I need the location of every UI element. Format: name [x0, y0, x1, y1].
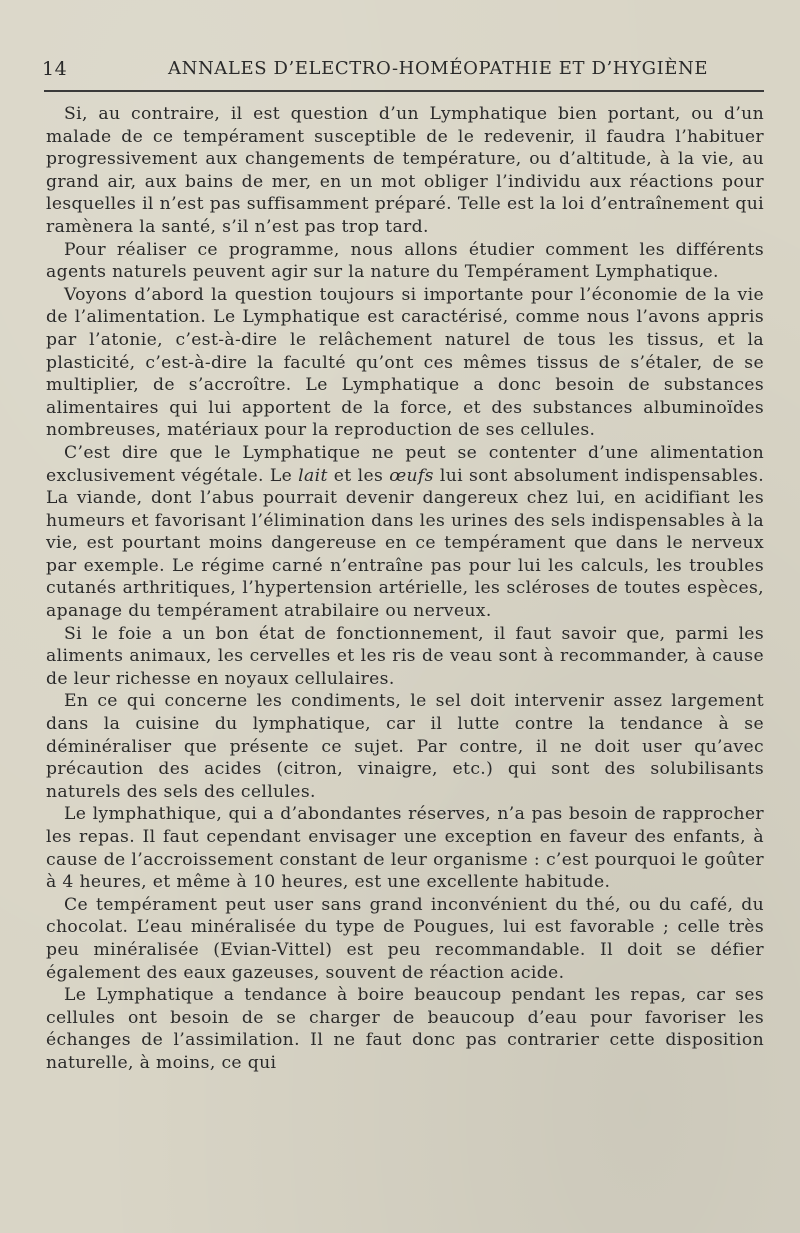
diet-text-end: lui sont absolument indispensables. La viande, dont l’abus pourrait devenir dangereux chez lui, en acidifiant les humeurs et favorisant l’élimination dans les urines des sels indispensables à la vie, est pourtant moins dangereuse en ce tempérament que dans le nerveux par exemple. Le régime carné n’entraîne pas pour lui les calculs, les troubles cutanés arthritiques, l’hypertension artérielle, les scléroses de toutes espèces, apanage du tempérament atrabilaire ou nerveux. — [46, 465, 765, 622]
paragraph-alimentation: Voyons d’abord la question toujours si importante pour l’économie de la vie de l’alimentation. Le Lymphatique est caractérisé, comme nous l’avons appris par l’atonie, c’est-à-dire le relâchement naturel de tous les tissus, et la plasticité, c’est-à-dire la faculté qu’ont ces mêmes tissus de s’étaler, de se multiplier, de s’accroître. Le Lymphatique a donc besoin de substances alimentaires qui lui apportent de la force, et des substances albuminoïdes nombreuses, matériaux pour la reproduction de ses cellules. — [46, 284, 764, 441]
page-number: 14 — [42, 58, 68, 80]
diet-text-middle: et les — [327, 465, 390, 486]
running-header — [40, 58, 764, 88]
paragraph-diet — [46, 442, 764, 623]
paragraph-condiments: En ce qui concerne les condiments, le sel doit intervenir assez largement dans la cuisine du lymphatique, car il lutte contre la tendance à se déminéraliser que présente ce sujet. Par contre, il ne doit user qu’avec précaution des acides (citron, vinaigre, etc.) qui sont des solubilisants naturels des sels des cellules. — [46, 691, 764, 802]
paragraph-water: Le Lymphatique a tendance à boire beaucoup pendant les repas, car ses cellules ont besoin de se charger de beaucoup d’eau pour favoriser les échanges de l’assimilation. Il ne faut donc pas contrarier cette disposition naturelle, à moins, ce qui — [46, 985, 764, 1073]
paragraph-training: Si, au contraire, il est question d’un Lymphatique bien portant, ou d’un malade de ce tempérament susceptible de le redevenir, il faudra l’habituer progressivement aux changements de température, ou d’altitude, à la vie, au grand air, aux bains de mer, en un mot obliger l’individu aux réactions pour lesquelles il n’est pas suffisamment préparé. Telle est la loi d’entraînement qui ramènera la santé, s’il n’est pas trop tard. — [46, 104, 764, 237]
paragraph-programme: Pour réaliser ce programme, nous allons étudier comment les différents agents naturels peuvent agir sur la nature du Tempérament Lymphatique. — [46, 239, 764, 283]
header-rule — [44, 90, 764, 92]
paragraph-liver: Si le foie a un bon état de fonctionnement, il faut savoir que, parmi les aliments animaux, les cervelles et les ris de veau sont à recommander, à cause de leur richesse en noyaux cellulaires. — [46, 623, 764, 689]
emphasis-oeufs: œufs — [389, 465, 434, 486]
journal-title: ANNALES D’ELECTRO-HOMÉOPATHIE ET D’HYGIÈNE — [168, 58, 709, 79]
emphasis-lait: lait — [298, 465, 328, 486]
paragraph-drinks: Ce tempérament peut user sans grand inconvénient du thé, ou du café, du chocolat. L’eau minéralisée du type de Pougues, lui est favorable ; celle très peu minéralisée (Evian-Vittel) est peu recommandable. Il doit se défier également des eaux gazeuses, souvent de réaction acide. — [46, 894, 764, 983]
paragraph-meals: Le lymphathique, qui a d’abondantes réserves, n’a pas besoin de rapprocher les repas. Il faut cependant envisager une exception en faveur des enfants, à cause de l’accroissement constant de leur organisme : c’est pourquoi le goûter à 4 heures, et même à 10 heures, est une excellente habitude. — [46, 804, 764, 893]
diet-text-start: C’est dire que le Lymphatique ne peut se contenter d’une alimentation exclusivement végétale. Le — [46, 442, 764, 486]
article-body — [46, 103, 764, 1075]
